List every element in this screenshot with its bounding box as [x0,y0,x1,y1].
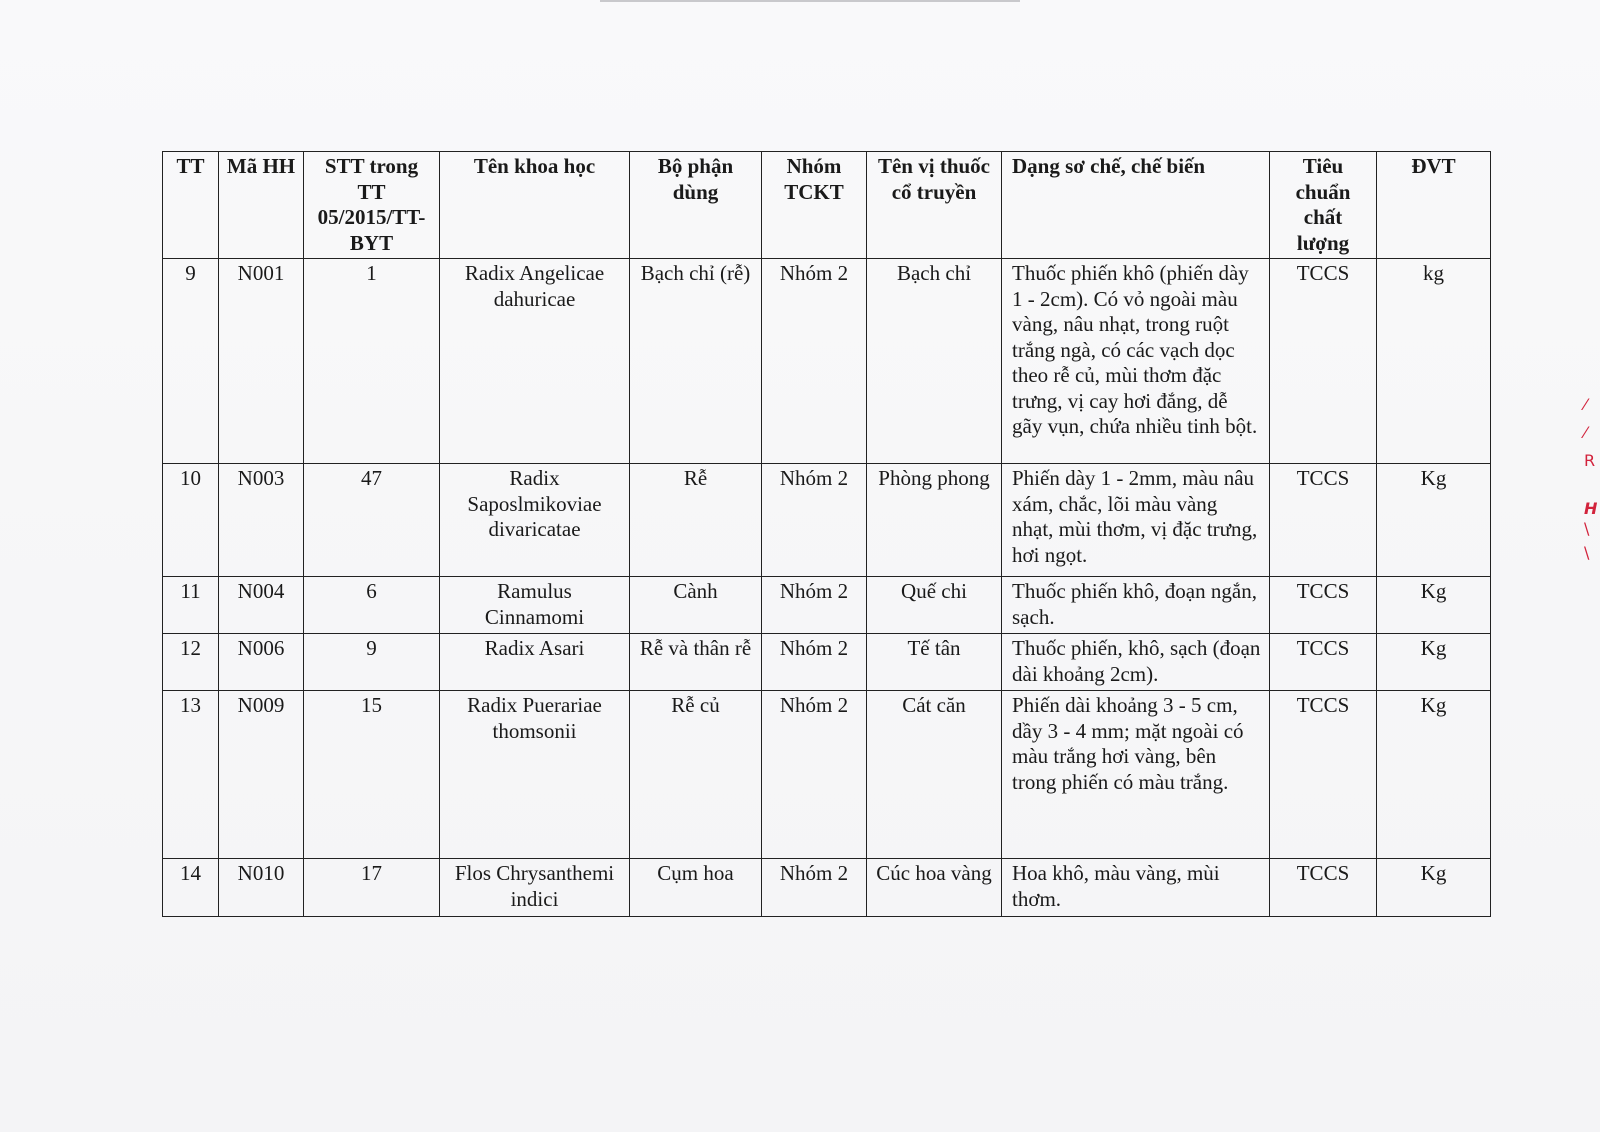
cell-dvt: Kg [1377,577,1491,634]
table-row [163,859,1491,917]
header-nhom-tckt: Nhóm TCKT [762,152,867,259]
cell-ten-khoa-hoc: Radix Asari [440,634,630,691]
cell-ten-vi-thuoc: Cát căn [867,691,1002,859]
cell-tieu-chuan: TCCS [1270,259,1377,464]
stamp-mark: \ [1584,519,1590,538]
cell-stt: 1 [304,259,440,464]
cell-dvt: Kg [1377,691,1491,859]
cell-bo-phan-dung: Cụm hoa [630,859,762,917]
cell-nhom-tckt: Nhóm 2 [762,464,867,577]
cell-bo-phan-dung: Bạch chỉ (rễ) [630,259,762,464]
cell-ma-hh: N009 [219,691,304,859]
header-dvt: ĐVT [1377,152,1491,259]
cell-dvt: kg [1377,259,1491,464]
cell-dang-so-che: Thuốc phiến khô (phiến dày 1 - 2cm). Có vỏ ngoài màu vàng, nâu nhạt, trong ruột trắng ngà, có các vạch dọc theo rễ củ, mùi thơm đặc trưng, vị cay hơi đắng, dễ gãy vụn, chứa nhiều tinh bột. [1002,259,1270,464]
cell-dang-so-che: Phiến dài khoảng 3 - 5 cm, dầy 3 - 4 mm; mặt ngoài có màu trắng hơi vàng, bên trong phiến có màu trắng. [1002,691,1270,859]
table-header-row [163,152,1491,259]
header-dang-so-che: Dạng sơ chế, chế biến [1002,152,1270,259]
cell-ten-khoa-hoc: Radix Angelicae dahuricae [440,259,630,464]
cell-tt: 12 [163,634,219,691]
cell-tieu-chuan: TCCS [1270,634,1377,691]
table-row [163,464,1491,577]
stamp-mark: ⁄ [1584,423,1587,442]
header-tt: TT [163,152,219,259]
stamp-mark: ⁄ [1584,395,1587,414]
header-ma-hh: Mã HH [219,152,304,259]
cell-tt: 13 [163,691,219,859]
cell-dvt: Kg [1377,464,1491,577]
cell-tt: 14 [163,859,219,917]
header-tieu-chuan: Tiêu chuẩn chất lượng [1270,152,1377,259]
table-row [163,259,1491,464]
cell-tieu-chuan: TCCS [1270,691,1377,859]
cell-ten-vi-thuoc: Cúc hoa vàng [867,859,1002,917]
stamp-letter: R [1584,451,1596,470]
cell-dang-so-che: Hoa khô, màu vàng, mùi thơm. [1002,859,1270,917]
cell-dvt: Kg [1377,634,1491,691]
cell-tt: 10 [163,464,219,577]
header-stt: STT trong TT 05/2015/TT-BYT [304,152,440,259]
cell-bo-phan-dung: Cành [630,577,762,634]
cell-ten-khoa-hoc: Flos Chrysanthemi indici [440,859,630,917]
header-ten-khoa-hoc: Tên khoa học [440,152,630,259]
cell-nhom-tckt: Nhóm 2 [762,259,867,464]
cell-stt: 15 [304,691,440,859]
cell-bo-phan-dung: Rễ và thân rễ [630,634,762,691]
cell-bo-phan-dung: Rễ [630,464,762,577]
stamp-letter: H [1584,499,1598,518]
cell-tieu-chuan: TCCS [1270,464,1377,577]
cell-tt: 9 [163,259,219,464]
cell-stt: 9 [304,634,440,691]
header-bo-phan-dung: Bộ phận dùng [630,152,762,259]
cell-ma-hh: N004 [219,577,304,634]
cell-bo-phan-dung: Rễ củ [630,691,762,859]
table-row [163,691,1491,859]
stamp-mark: \ [1584,543,1590,562]
cell-tieu-chuan: TCCS [1270,859,1377,917]
cell-stt: 6 [304,577,440,634]
scan-edge-line [600,0,1020,2]
cell-ma-hh: N006 [219,634,304,691]
cell-dang-so-che: Thuốc phiến khô, đoạn ngắn, sạch. [1002,577,1270,634]
cell-ten-khoa-hoc: Ramulus Cinnamomi [440,577,630,634]
cell-dang-so-che: Phiến dày 1 - 2mm, màu nâu xám, chắc, lõi màu vàng nhạt, mùi thơm, vị đặc trưng, hơi ngọt. [1002,464,1270,577]
medicine-table [162,151,1491,917]
cell-dang-so-che: Thuốc phiến, khô, sạch (đoạn dài khoảng 2cm). [1002,634,1270,691]
cell-nhom-tckt: Nhóm 2 [762,634,867,691]
cell-ma-hh: N010 [219,859,304,917]
cell-ten-khoa-hoc: Radix Puerariae thomsonii [440,691,630,859]
cell-ten-vi-thuoc: Bạch chỉ [867,259,1002,464]
cell-nhom-tckt: Nhóm 2 [762,577,867,634]
cell-stt: 47 [304,464,440,577]
cell-nhom-tckt: Nhóm 2 [762,859,867,917]
table-row [163,634,1491,691]
cell-nhom-tckt: Nhóm 2 [762,691,867,859]
cell-tieu-chuan: TCCS [1270,577,1377,634]
cell-stt: 17 [304,859,440,917]
cell-ten-vi-thuoc: Tế tân [867,634,1002,691]
cell-ma-hh: N003 [219,464,304,577]
cell-tt: 11 [163,577,219,634]
cell-dvt: Kg [1377,859,1491,917]
table-row [163,577,1491,634]
red-stamp-fragment [1580,395,1600,575]
cell-ten-vi-thuoc: Quế chi [867,577,1002,634]
cell-ma-hh: N001 [219,259,304,464]
header-ten-vi-thuoc: Tên vị thuốc cổ truyền [867,152,1002,259]
cell-ten-khoa-hoc: Radix Saposlmikoviae divaricatae [440,464,630,577]
cell-ten-vi-thuoc: Phòng phong [867,464,1002,577]
